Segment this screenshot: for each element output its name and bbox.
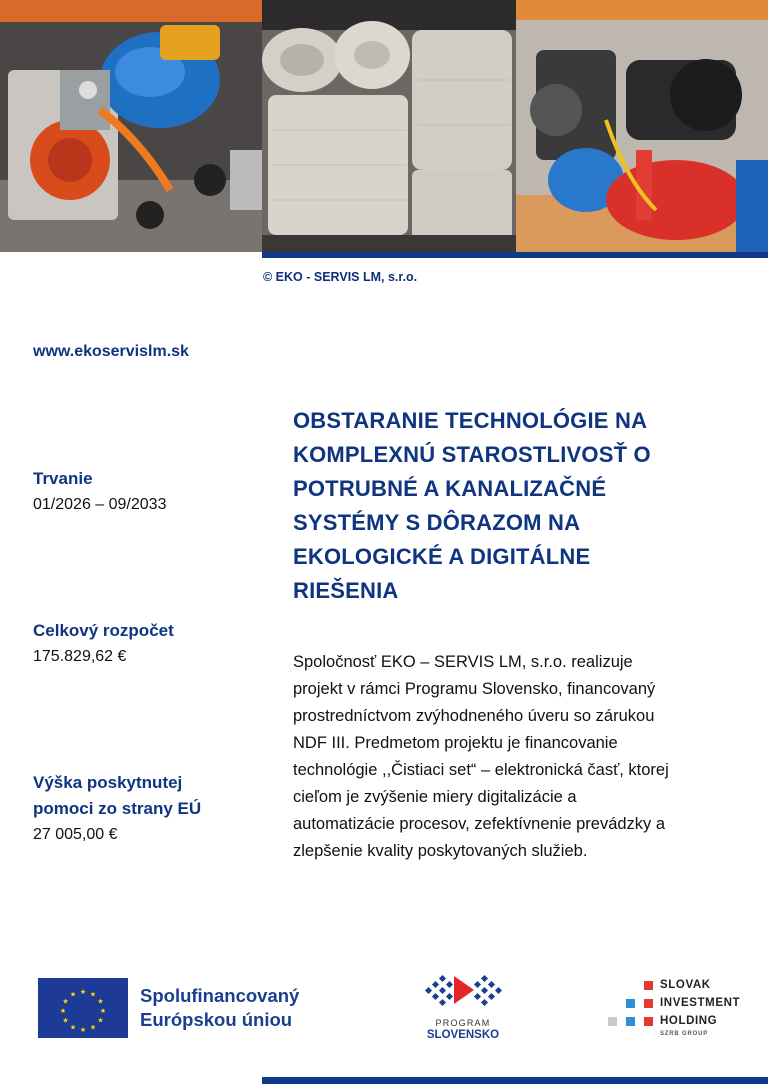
svg-text:★: ★ (69, 1023, 77, 1032)
sih-text-line2: INVESTMENT (660, 997, 741, 1009)
photo-hose-rolls (262, 0, 516, 252)
project-title (293, 404, 733, 608)
sih-square-icon (626, 999, 635, 1008)
slovak-investment-holding-logo (608, 978, 758, 1042)
svg-text:★: ★ (69, 990, 77, 999)
sih-square-icon (626, 1017, 635, 1026)
slovensko-label: SLOVENSKO (426, 1029, 500, 1041)
title-line: OBSTARANIE TECHNOLÓGIE NA (293, 408, 648, 433)
photo-strip (0, 0, 768, 252)
sih-text-line3: HOLDING (660, 1015, 718, 1027)
photo-drain-cleaning-machine (0, 0, 262, 252)
title-line: SYSTÉMY S DÔRAZOM NA (293, 510, 581, 535)
sih-text-line1: SLOVAK (660, 979, 711, 991)
body-line: projekt v rámci Programu Slovensko, financovaný (293, 680, 656, 698)
program-label: PROGRAM (435, 1018, 491, 1028)
body-line: zlepšenie kvality poskytovaných služieb. (293, 842, 588, 860)
sih-square-icon (644, 999, 653, 1008)
footer-logos (0, 970, 768, 1050)
svg-text:★: ★ (89, 990, 97, 999)
svg-text:★: ★ (89, 1023, 97, 1032)
sih-square-icon (644, 1017, 653, 1026)
svg-text:★: ★ (62, 1016, 69, 1025)
svg-text:★: ★ (79, 1026, 87, 1034)
svg-text:★: ★ (62, 997, 69, 1006)
body-line: automatizácie procesov, zefektívnenie prevádzky a (293, 815, 666, 833)
aid-label-line1: Výška poskytnutej (33, 773, 183, 792)
svg-text:★: ★ (97, 1016, 104, 1025)
svg-text:★: ★ (59, 1007, 67, 1015)
title-line: RIEŠENIA (293, 578, 399, 603)
project-description (293, 649, 743, 865)
body-line: technológie ,,Čistiaci set“ – elektronická časť, ktorej (293, 761, 669, 779)
title-line: KOMPLEXNÚ STAROSTLIVOSŤ O (293, 442, 651, 467)
bottom-accent-bar (262, 1077, 768, 1084)
body-line: NDF III. Predmetom projektu je financovanie (293, 734, 618, 752)
body-line: prostredníctvom zvýhodneného úveru so zárukou (293, 707, 655, 725)
eu-text-line2: Európskou úniou (140, 1009, 293, 1030)
program-slovensko-icon (418, 970, 508, 1016)
title-line: POTRUBNÉ A KANALIZAČNÉ (293, 476, 607, 501)
aid-label-line2: pomoci zo strany EÚ (33, 799, 202, 818)
sih-square-icon (608, 1017, 617, 1026)
photo-compressors (516, 0, 768, 252)
duration-label: Trvanie (33, 469, 93, 488)
top-accent-bar (262, 252, 768, 258)
website-link[interactable]: www.ekoservislm.sk (33, 343, 189, 360)
sih-subtitle: SZRB GROUP (660, 1031, 709, 1037)
svg-text:★: ★ (97, 997, 104, 1006)
sih-square-icon (644, 981, 653, 990)
duration-value: 01/2026 – 09/2033 (33, 496, 167, 513)
svg-text:★: ★ (79, 988, 87, 996)
svg-text:★: ★ (99, 1007, 107, 1015)
title-line: EKOLOGICKÉ A DIGITÁLNE (293, 544, 591, 569)
budget-label: Celkový rozpočet (33, 621, 174, 640)
program-slovensko-logo (418, 970, 508, 1050)
photo-copyright: © EKO - SERVIS LM, s.r.o. (263, 270, 418, 284)
aid-value: 27 005,00 € (33, 826, 118, 843)
eu-text-line1: Spolufinancovaný (140, 985, 300, 1006)
eu-cofunded-text (140, 984, 299, 1032)
eu-flag-icon (38, 978, 128, 1038)
budget-value: 175.829,62 € (33, 648, 127, 665)
body-line: Spoločnosť EKO – SERVIS LM, s.r.o. realizuje (293, 653, 633, 671)
body-line: cieľom je zvýšenie miery digitalizácie a (293, 788, 577, 806)
